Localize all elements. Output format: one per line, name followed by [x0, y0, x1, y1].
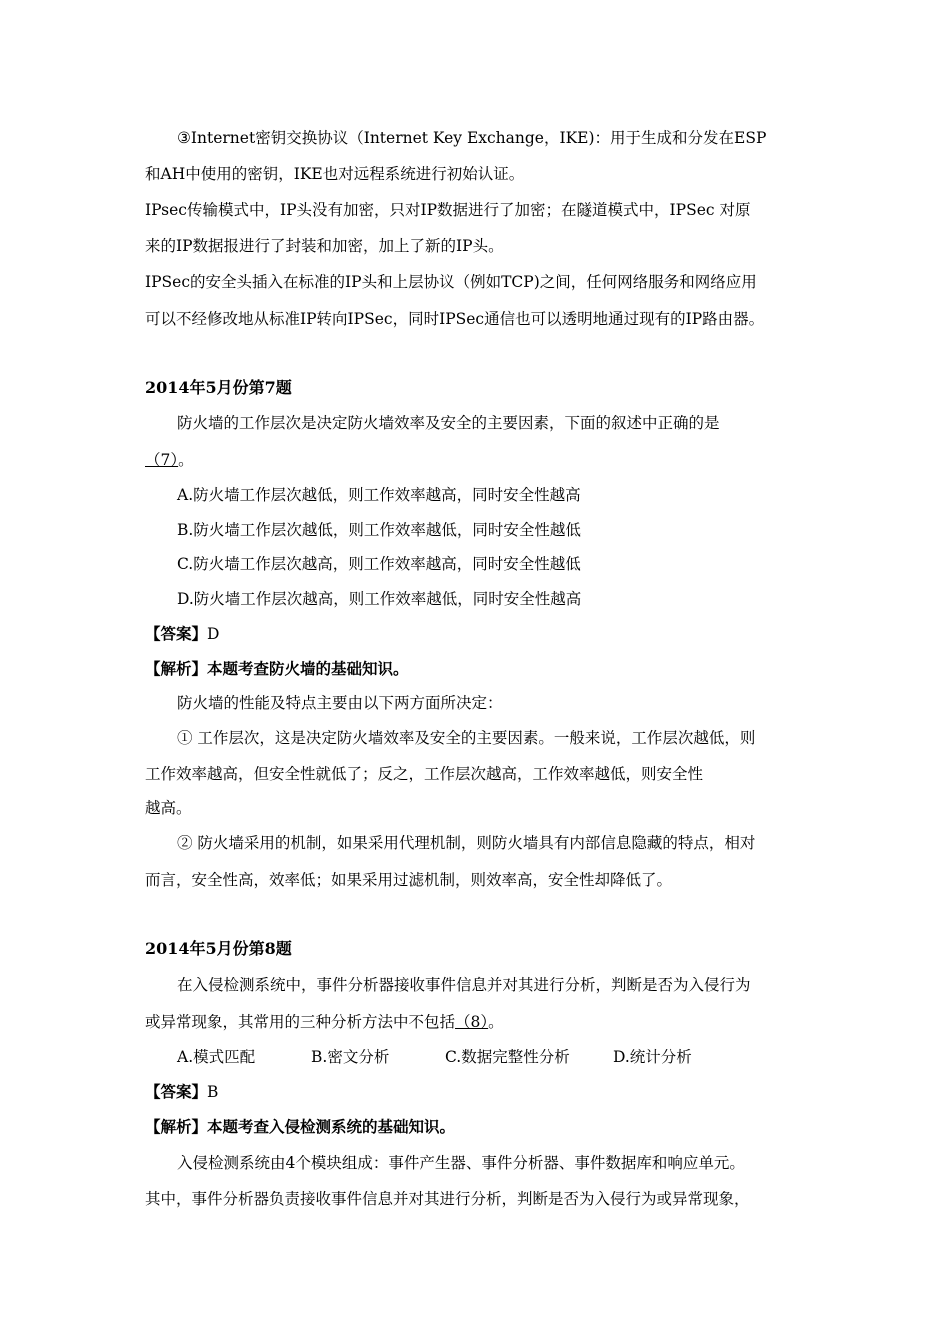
question-8-option-d: D.统计分析	[613, 1048, 692, 1066]
ipsec-header-paragraph-line-1: IPSec的安全头插入在标准的IP头和上层协议（例如TCP)之间，任何网络服务和网络应用	[145, 273, 757, 291]
question-7-answer-label: 【答案】	[145, 624, 208, 643]
question-7-point-1-line-2: 工作效率越高，但安全性就低了；反之，工作层次越高，工作效率越低，则安全性	[145, 765, 704, 783]
ipsec-mode-paragraph-line-1: IPsec传输模式中，IP头没有加密，只对IP数据进行了加密；在隧道模式中，IPSec 对原	[145, 201, 751, 219]
question-7-stem-line-1: 防火墙的工作层次是决定防火墙效率及安全的主要因素，下面的叙述中正确的是	[177, 414, 720, 432]
question-8-stem-line-1: 在入侵检测系统中，事件分析器接收事件信息并对其进行分析，判断是否为入侵行为	[177, 976, 751, 994]
question-8-analysis-line-1: 入侵检测系统由4个模块组成：事件产生器、事件分析器、事件数据库和响应单元。	[177, 1154, 745, 1172]
question-7-answer-value: D	[207, 625, 220, 643]
question-7-point-2-line-1: ② 防火墙采用的机制，如果采用代理机制，则防火墙具有内部信息隐藏的特点，相对	[177, 834, 756, 852]
question-7-analysis-heading	[145, 659, 409, 679]
ike-paragraph-line-1: ③Internet密钥交换协议（Internet Key Exchange，IKE)：用于生成和分发在ESP	[177, 129, 767, 147]
question-7-answer	[145, 624, 219, 644]
question-8-stem-text: 或异常现象，其常用的三种分析方法中不包括	[145, 1013, 456, 1031]
question-7-stem-end: 。	[178, 451, 194, 469]
question-7-point-1-line-1: ① 工作层次，这是决定防火墙效率及安全的主要因素。一般来说，工作层次越低，则	[177, 729, 756, 747]
question-7-analysis-label: 【解析】	[145, 659, 208, 678]
question-7-point-1-line-3: 越高。	[145, 799, 192, 817]
question-7-option-c: C.防火墙工作层次越高，则工作效率越高，同时安全性越低	[177, 555, 581, 573]
question-8-heading: 2014年5月份第8题	[145, 939, 292, 958]
question-7-blank: （7）	[145, 451, 179, 469]
question-7-heading: 2014年5月份第7题	[145, 378, 292, 397]
question-7-option-a: A.防火墙工作层次越低，则工作效率越高，同时安全性越高	[177, 486, 581, 504]
question-7-option-b: B.防火墙工作层次越低，则工作效率越低，同时安全性越低	[177, 521, 581, 539]
question-8-stem-end: 。	[488, 1013, 504, 1031]
question-7-stem-line-2	[145, 450, 194, 470]
question-8-blank: （8）	[455, 1013, 489, 1031]
ipsec-header-paragraph-line-2: 可以不经修改地从标准IP转向IPSec，同时IPSec通信也可以透明地通过现有的IP路由器。	[145, 310, 765, 328]
question-8-option-a: A.模式匹配	[177, 1048, 256, 1066]
question-8-option-c: C.数据完整性分析	[445, 1048, 570, 1066]
question-8-options	[177, 1047, 692, 1067]
question-7-option-d: D.防火墙工作层次越高，则工作效率越低，同时安全性越高	[177, 590, 582, 608]
question-8-answer	[145, 1082, 218, 1102]
question-7-analysis-title: 本题考查防火墙的基础知识。	[207, 659, 409, 678]
question-8-analysis-title: 本题考查入侵检测系统的基础知识。	[207, 1117, 456, 1136]
question-8-analysis-label: 【解析】	[145, 1117, 208, 1136]
question-8-answer-value: B	[207, 1083, 219, 1101]
ike-paragraph-line-2: 和AH中使用的密钥，IKE也对远程系统进行初始认证。	[145, 165, 525, 183]
question-8-stem-line-2	[145, 1012, 504, 1032]
ipsec-mode-paragraph-line-2: 来的IP数据报进行了封装和加密，加上了新的IP头。	[145, 237, 504, 255]
question-7-analysis-intro: 防火墙的性能及特点主要由以下两方面所决定：	[177, 694, 503, 712]
question-8-answer-label: 【答案】	[145, 1082, 208, 1101]
question-7-point-2-line-2: 而言，安全性高，效率低；如果采用过滤机制，则效率高，安全性却降低了。	[145, 871, 673, 889]
question-8-option-b: B.密文分析	[311, 1048, 390, 1066]
question-8-analysis-heading	[145, 1117, 455, 1137]
question-8-analysis-line-2: 其中，事件分析器负责接收事件信息并对其进行分析，判断是否为入侵行为或异常现象，	[145, 1190, 750, 1208]
